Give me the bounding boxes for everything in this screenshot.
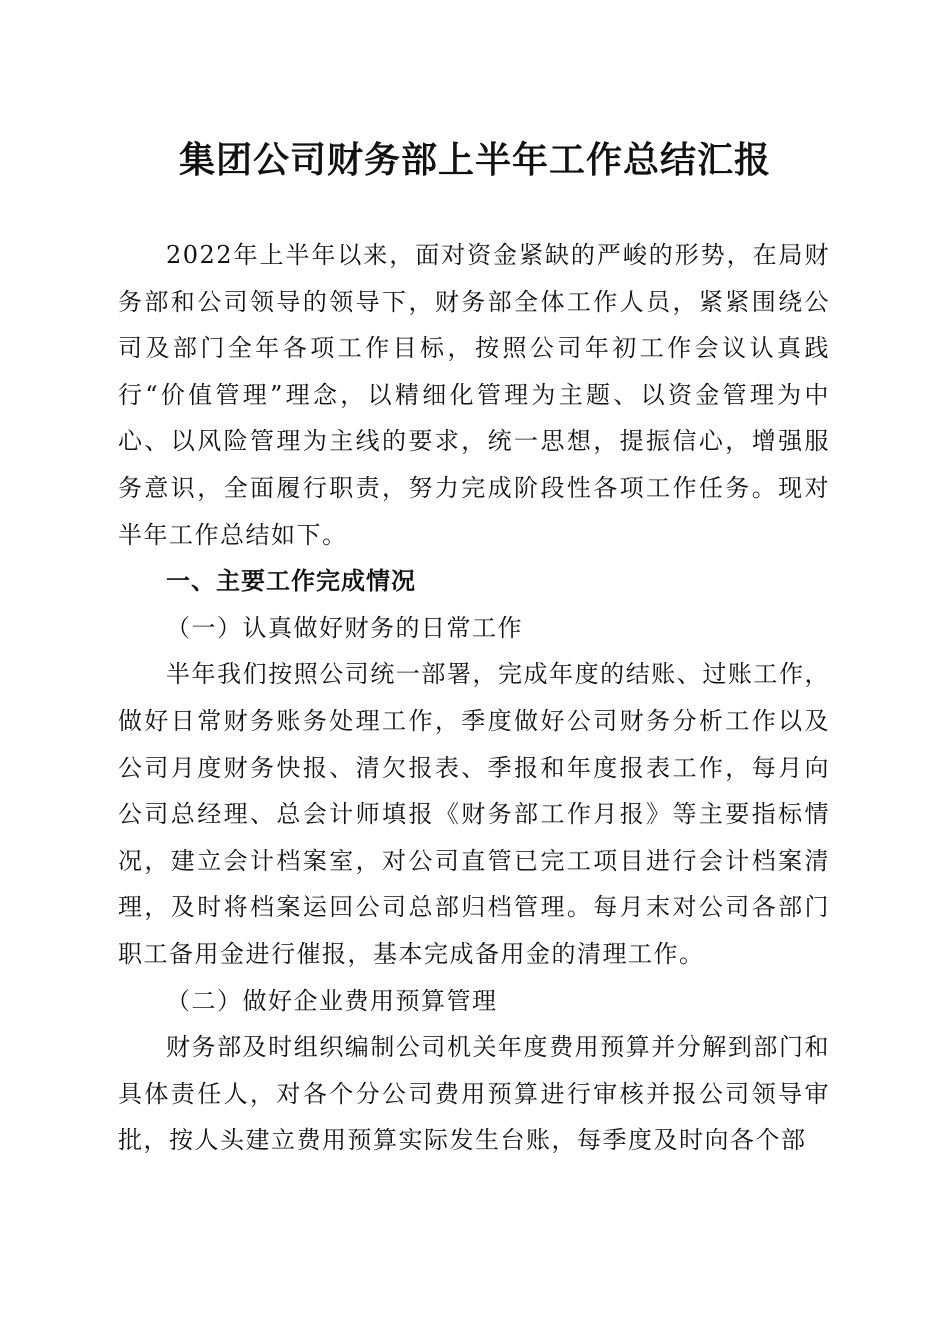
intro-paragraph: 2022年上半年以来，面对资金紧缺的严峻的形势，在局财务部和公司领导的领导下，财务部全体工作人员，紧紧围绕公司及部门全年各项工作目标，按照公司年初工作会议认真践行“价值管理”理念，以精细化管理为主题、以资金管理为中心、以风险管理为主线的要求，统一思想，提振信心，增强服务意识，全面履行职责，努力完成阶段性各项工作任务。现对半年工作总结如下。 (118, 241, 830, 549)
daily-work-paragraph: 半年我们按照公司统一部署，完成年度的结账、过账工作，做好日常财务账务处理工作，季度做好公司财务分析工作以及公司月度财务快报、清欠报表、季报和年度报表工作，每月向公司总经理、总会计师填报《财务部工作月报》等主要指标情况，建立会计档案室，对公司直管已完工项目进行会计档案清理，及时将档案运回公司总部归档管理。每月末对公司各部门职工备用金进行催报，基本完成备用金的清理工作。 (118, 660, 830, 968)
budget-paragraph: 财务部及时组织编制公司机关年度费用预算并分解到部门和具体责任人，对各个分公司费用预算进行审核并报公司领导审批，按人头建立费用预算实际发生台账，每季度及时向各个部 (118, 1033, 830, 1155)
document-body (118, 232, 830, 1164)
subsection-heading-budget: （二）做好企业费用预算管理 (166, 986, 498, 1015)
document-title: 集团公司财务部上半年工作总结汇报 (178, 140, 771, 181)
subsection-heading-daily-work: （一）认真做好财务的日常工作 (166, 613, 523, 642)
section-heading-main-work: 一、主要工作完成情况 (166, 567, 416, 596)
